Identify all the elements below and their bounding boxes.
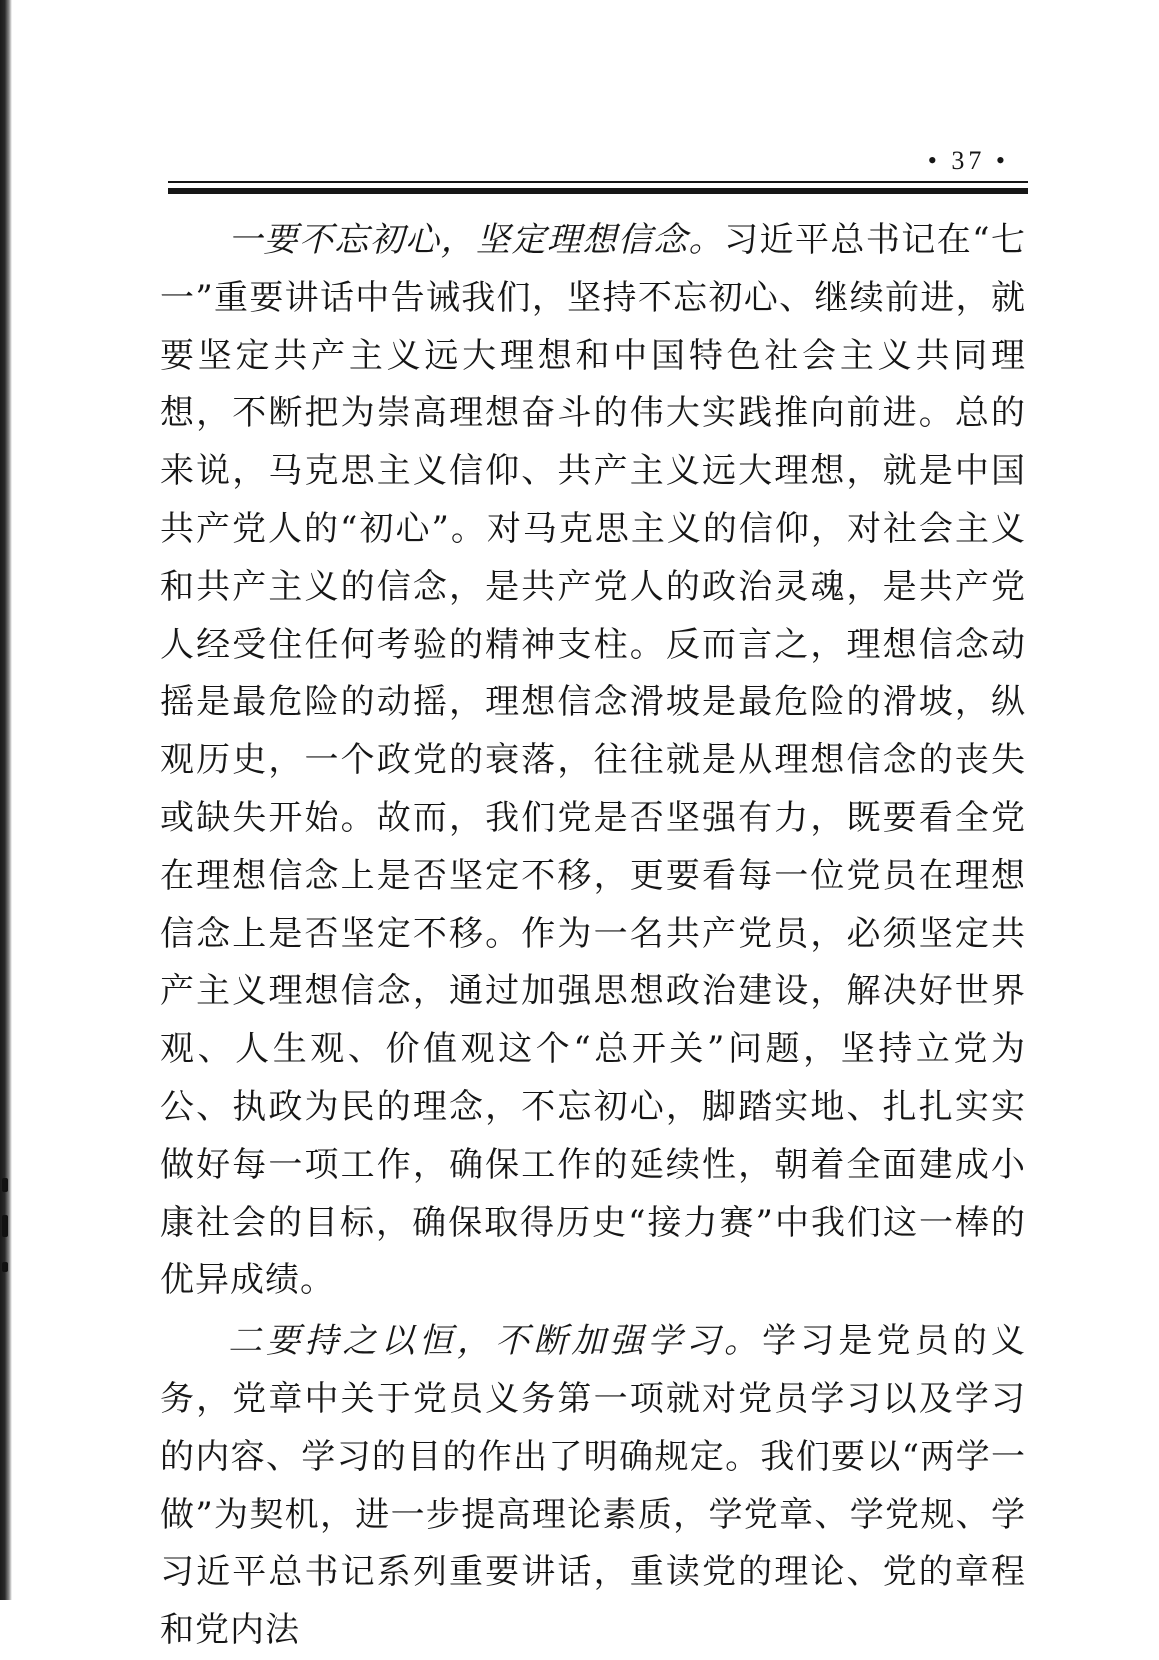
scan-page-edge (0, 0, 12, 1600)
paragraph-1-text: 习近平总书记在“七一”重要讲话中告诫我们，坚持不忘初心、继续前进，就要坚定共产主义远大理想和中国特色社会主义共同理想，不断把为崇高理想奋斗的伟大实践推向前进。总的来说，马克思主义信仰、共产主义远大理想，就是中国共产党人的“初心”。对马克思主义的信仰，对社会主义和共产主义的信念，是共产党人的政治灵魂，是共产党人经受住任何考验的精神支柱。反而言之，理想信念动摇是最危险的动摇，理想信念滑坡是最危险的滑坡，纵观历史，一个政党的衰落，往往就是从理想信念的丧失或缺失开始。故而，我们党是否坚强有力，既要看全党在理想信念上是否坚定不移，更要看每一位党员在理想信念上是否坚定不移。作为一名共产党员，必须坚定共产主义理想信念，通过加强思想政治建设，解决好世界观、人生观、价值观这个“总开关”问题，坚持立党为公、执政为民的理念，不忘初心，脚踏实地、扎扎实实做好每一项工作，确保工作的延续性，朝着全面建成小康社会的目标，确保取得历史“接力赛”中我们这一棒的优异成绩。 (160, 220, 1027, 1301)
paragraph-2 (160, 1313, 1026, 1660)
paragraph-1-heading: 一要不忘初心，坚定理想信念。 (228, 220, 725, 260)
scan-speck (2, 1178, 8, 1192)
header-rule-thin (168, 181, 1028, 183)
header-rule-thick (168, 188, 1028, 194)
paragraph-1 (160, 212, 1026, 1310)
scan-speck (2, 1215, 8, 1237)
body-text (160, 212, 1026, 1660)
paragraph-2-heading: 二要持之以恒，不断加强学习。 (228, 1321, 763, 1362)
paragraph-2-text: 学习是党员的义务，党章中关于党员义务第一项就对党员学习以及学习的内容、学习的目的作出了明确规定。我们要以“两学一做”为契机，进一步提高理论素质，学党章、学党规、学习近平总书记系列重要讲话，重读党的理论、党的章程和党内法 (160, 1321, 1027, 1651)
scan-speck (2, 1262, 8, 1272)
page-number: • 37 • (927, 146, 1009, 175)
